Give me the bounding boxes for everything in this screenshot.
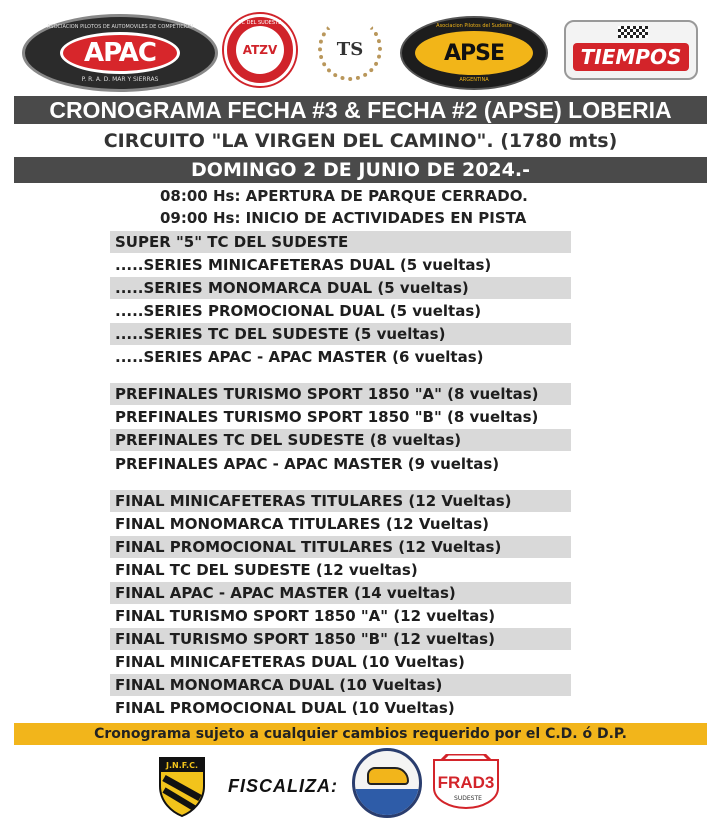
tc-sudeste-ring: TC DEL SUDESTE (238, 20, 282, 26)
time-opening: 08:00 Hs: APERTURA DE PARQUE CERRADO. (160, 187, 528, 205)
schedule-row: PREFINALES TC DEL SUDESTE (8 vueltas) (110, 429, 571, 451)
schedule-row: .....SERIES MONOMARCA DUAL (5 vueltas) (110, 277, 571, 299)
apse-logo-bottom: ARGENTINA (459, 77, 489, 83)
ts-logo-word: TS (336, 38, 364, 60)
ts-wreath-logo (312, 10, 388, 88)
jnfc-shield-text: J.N.F.C. (166, 761, 198, 770)
schedule-row: .....SERIES APAC - APAC MASTER (6 vueltas) (115, 348, 484, 366)
schedule-row: FINAL MINICAFETERAS DUAL (10 Vueltas) (115, 653, 465, 671)
schedule-row: .....SERIES TC DEL SUDESTE (5 vueltas) (110, 323, 571, 345)
frade-sudeste-logo (428, 754, 504, 810)
event-date: DOMINGO 2 DE JUNIO DE 2024.- (14, 157, 707, 183)
tiempos-logo (564, 20, 698, 80)
frade-logo-sub: SUDESTE (454, 795, 482, 802)
schedule-row: FINAL MONOMARCA TITULARES (12 Vueltas) (115, 515, 489, 533)
schedule-row: .....SERIES PROMOCIONAL DUAL (5 vueltas) (115, 302, 482, 320)
circuit-name: CIRCUITO "LA VIRGEN DEL CAMINO". (1780 mts) (103, 130, 618, 152)
logo-strip (0, 0, 721, 92)
schedule-row: FINAL PROMOCIONAL TITULARES (12 Vueltas) (110, 536, 571, 558)
schedule-row: FINAL MONOMARCA DUAL (10 Vueltas) (110, 674, 571, 696)
schedule-row: FINAL APAC - APAC MASTER (14 vueltas) (110, 582, 571, 604)
page-title: CRONOGRAMA FECHA #3 & FECHA #2 (APSE) LOBERIA (14, 96, 707, 124)
tc-sudeste-inner: ATZV (236, 26, 284, 74)
schedule-row: .....SERIES MINICAFETERAS DUAL (5 vueltas) (115, 256, 492, 274)
schedule-notice: Cronograma sujeto a cualquier cambios requerido por el C.D. ó D.P. (14, 723, 707, 745)
schedule-row: PREFINALES TURISMO SPORT 1850 "A" (8 vueltas) (110, 383, 571, 405)
schedule-row: FINAL TURISMO SPORT 1850 "B" (12 vueltas) (110, 628, 571, 650)
race-car-icon (367, 767, 409, 785)
tc-sudeste-logo (224, 14, 296, 86)
schedule-row: FINAL TC DEL SUDESTE (12 vueltas) (115, 561, 418, 579)
schedule-row: PREFINALES APAC - APAC MASTER (9 vueltas) (115, 455, 500, 473)
laurel-wreath-icon (318, 17, 382, 81)
schedule-row: SUPER "5" TC DEL SUDESTE (110, 231, 571, 253)
fiscalizadora-badge (352, 748, 422, 818)
fiscaliza-label: FISCALIZA: (228, 776, 338, 796)
water-wave-icon (355, 789, 419, 815)
apac-logo-top: ASOCIACION PILOTOS DE AUTOMOVILES DE COMPETICION (47, 23, 193, 30)
apse-logo-word: APSE (415, 31, 533, 75)
schedule-row: PREFINALES TURISMO SPORT 1850 "B" (8 vueltas) (115, 408, 539, 426)
tiempos-logo-word: TIEMPOS (573, 43, 690, 71)
frade-logo-text: FRAD3 (437, 773, 495, 792)
apac-logo-word: APAC (60, 32, 180, 74)
time-track-start: 09:00 Hs: INICIO DE ACTIVIDADES EN PISTA (160, 209, 527, 227)
apse-logo-top: Asociacion Pilotos del Sudeste (436, 23, 512, 29)
apac-logo-sub: P. R. A. D. MAR Y SIERRAS (81, 75, 159, 83)
schedule-row: FINAL TURISMO SPORT 1850 "A" (12 vueltas) (115, 607, 496, 625)
schedule-row: FINAL PROMOCIONAL DUAL (10 Vueltas) (115, 699, 455, 717)
schedule-row: FINAL MINICAFETERAS TITULARES (12 Vueltas) (110, 490, 571, 512)
jnfc-shield-logo (158, 756, 206, 818)
apse-logo (400, 16, 548, 90)
checkered-flag-icon (618, 26, 648, 38)
apac-logo (22, 14, 218, 92)
